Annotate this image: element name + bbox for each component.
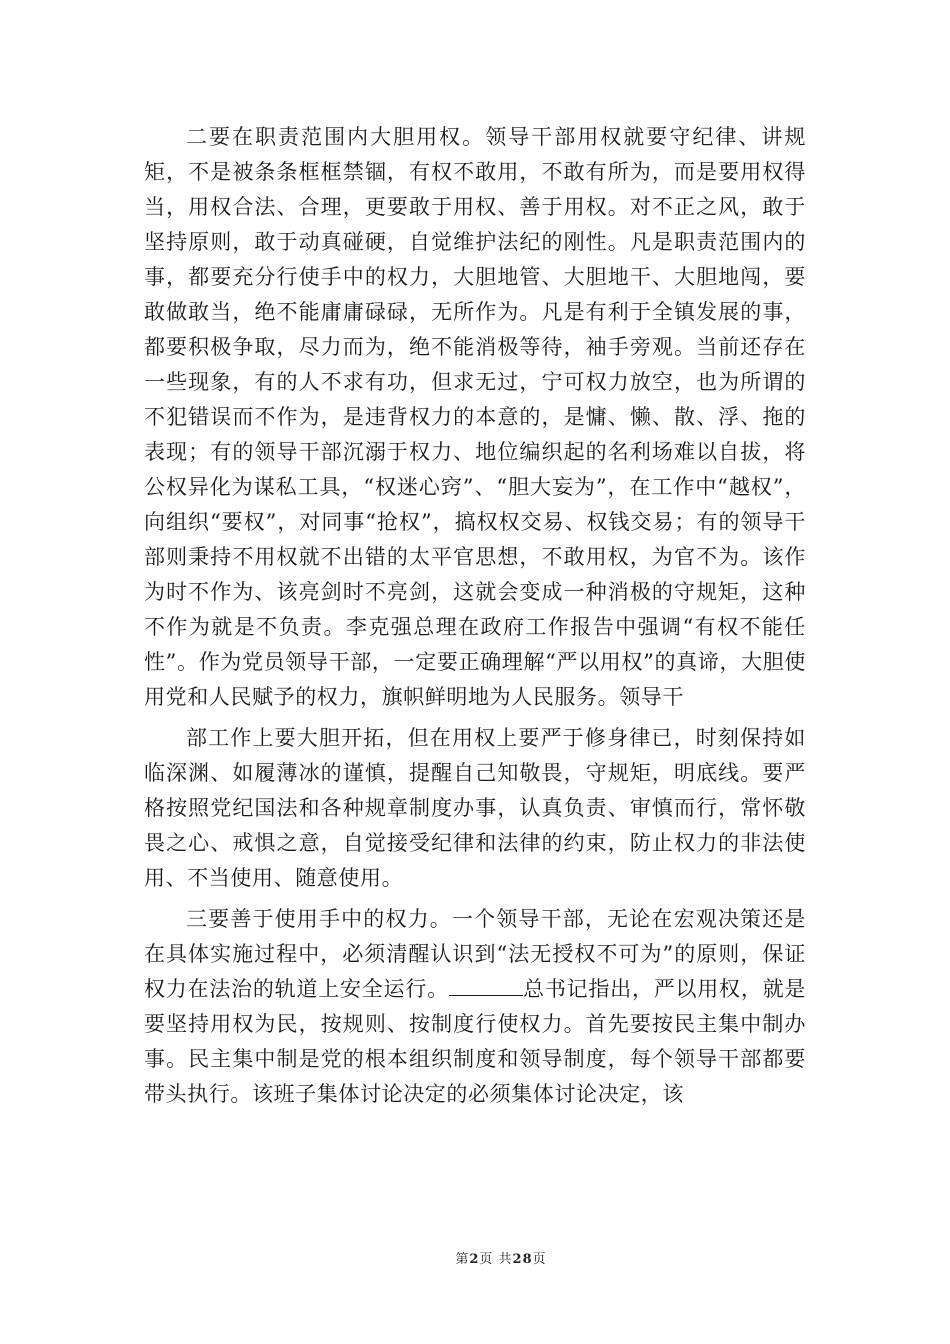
footer-suffix: 页 <box>532 1252 547 1267</box>
paragraph-3-part-2: 总书记指出，严以用权，就是要坚持用权为民，按规则、按制度行使权力。首先要按民主集中制办事。民主集中制是党的根本组织制度和领导制度，每个领导干部都要带头执行。该班子集体讨论决定的必须集体讨论决定，该 <box>144 977 806 1106</box>
footer-middle: 页 共 <box>479 1252 513 1267</box>
current-page-number: 2 <box>469 1252 480 1267</box>
page-footer <box>0 1248 950 1267</box>
paragraph-2: 部工作上要大胆开拓，但在用权上要严于修身律已，时刻保持如临深渊、如履薄冰的谨慎，提醒自己知敬畏，守规矩，明底线。要严格按照党纪国法和各种规章制度办事，认真负责、审慎而行，常怀敬畏之心、戒惧之意，自觉接受纪律和法律的约束，防止权力的非法使用、不当使用、随意使用。 <box>144 726 806 890</box>
paragraph-3-part-1: 三要善于使用手中的权力。一个领导干部，无论在宏观决策还是在具体实施过程中，必须清醒认识到“法无授权不可为”的原则，保证权力在法治的轨道上安全运行。 <box>144 907 806 1001</box>
footer-prefix: 第 <box>455 1252 470 1267</box>
document-body <box>144 120 806 1118</box>
redacted-blank <box>449 973 523 996</box>
page-number <box>455 1248 546 1267</box>
total-page-count: 28 <box>512 1252 533 1267</box>
paragraph-1: 二要在职责范围内大胆用权。领导干部用权就要守纪律、讲规矩，不是被条条框框禁锢，有权不敢用，不敢有所为，而是要用权得当，用权合法、合理，更要敢于用权、善于用权。对不正之风，敢于坚持原则，敢于动真碰硬，自觉维护法纪的刚性。凡是职责范围内的事，都要充分行使手中的权力，大胆地管、大胆地干、大胆地闯，要敢做敢当，绝不能庸庸碌碌，无所作为。凡是有利于全镇发展的事，都要积极争取，尽力而为，绝不能消极等待，袖手旁观。当前还存在一些现象，有的人不求有功，但求无过，宁可权力放空，也为所谓的不犯错误而不作为，是违背权力的本意的，是慵、懒、散、浮、拖的表现；有的领导干部沉溺于权力、地位编织起的名利场难以自拔，将公权异化为谋私工具，“权迷心窍”、“胆大妄为”，在工作中“越权”，向组织“要权”，对同事“抢权”，搞权权交易、权钱交易；有的领导干部则秉持不用权就不出错的太平官思想，不敢用权，为官不为。该作为时不作为、该亮剑时不亮剑，这就会变成一种消极的守规矩，这种不作为就是不负责。李克强总理在政府工作报告中强调“有权不能任性”。作为党员领导干部，一定要正确理解“严以用权”的真谛，大胆使用党和人民赋予的权力，旗帜鲜明地为人民服务。领导干 <box>144 125 806 709</box>
paragraph-3 <box>144 902 806 1112</box>
